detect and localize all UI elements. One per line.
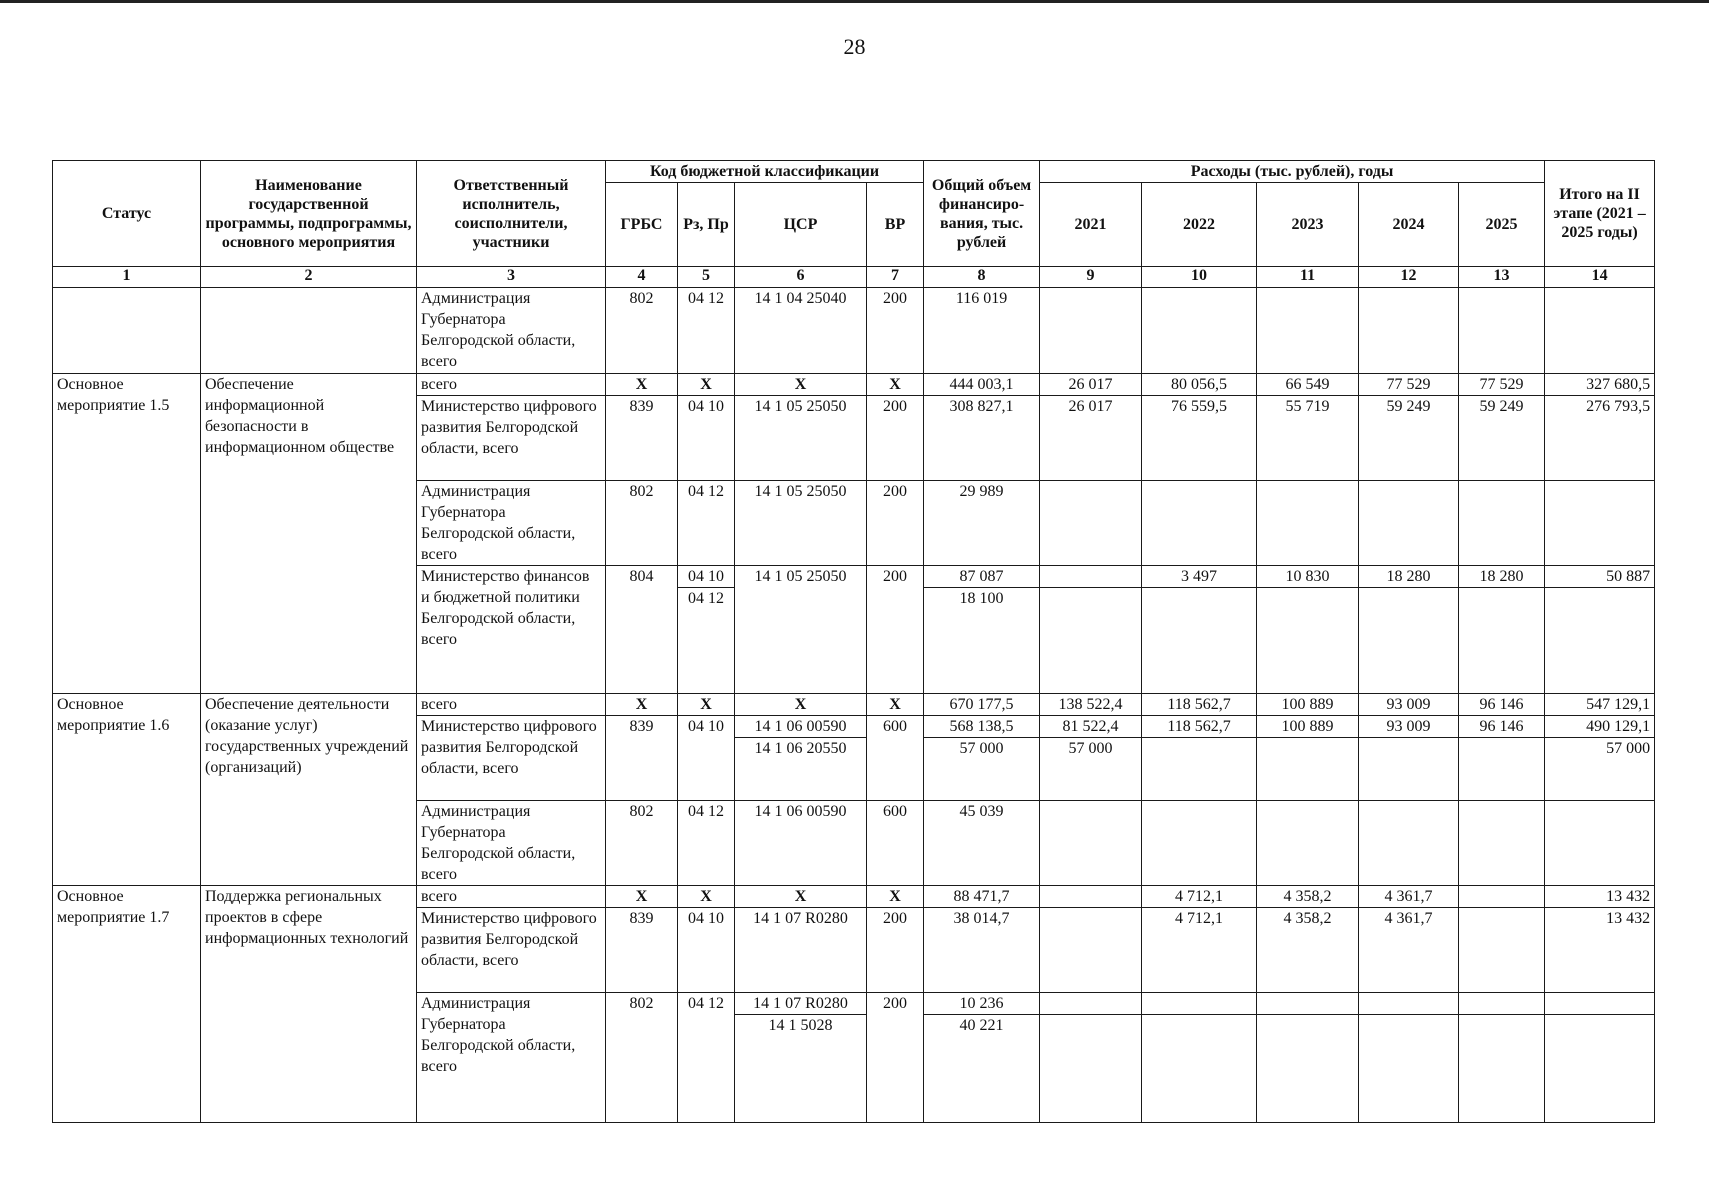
empty-line bbox=[1257, 993, 1358, 1015]
vr-cell: Х bbox=[867, 694, 924, 716]
column-number: 10 bbox=[1142, 267, 1257, 288]
value-cell bbox=[1359, 801, 1459, 886]
header-2021: 2021 bbox=[1040, 183, 1142, 267]
rzpr-cell bbox=[678, 566, 735, 694]
grbs-cell: Х bbox=[606, 374, 678, 396]
value-2022-cell: 4 712,1 bbox=[1142, 886, 1257, 908]
value-cell bbox=[1142, 801, 1257, 886]
value-2022-cell: 76 559,5 bbox=[1142, 396, 1257, 481]
csr-cell: 14 1 04 25040 bbox=[735, 288, 867, 374]
stage-total-cell: 13 432 bbox=[1545, 886, 1655, 908]
rzpr-cell: 04 12 bbox=[678, 801, 735, 886]
grbs-cell: 802 bbox=[606, 993, 678, 1123]
value-2025: 96 146 bbox=[1459, 716, 1544, 738]
value-2024-cell bbox=[1359, 566, 1459, 694]
value-2021-cell bbox=[1040, 886, 1142, 908]
vr-cell: 200 bbox=[867, 396, 924, 481]
value-2025-cell bbox=[1459, 716, 1545, 801]
value-2024-cell: 93 009 bbox=[1359, 694, 1459, 716]
grbs-cell: Х bbox=[606, 886, 678, 908]
value-2022-cell: 80 056,5 bbox=[1142, 374, 1257, 396]
value-2025-cell: 77 529 bbox=[1459, 374, 1545, 396]
rzpr-cell: Х bbox=[678, 694, 735, 716]
value-cell bbox=[1040, 481, 1142, 566]
value-2022-cell bbox=[1142, 566, 1257, 694]
total-cell bbox=[924, 993, 1040, 1123]
value-2025: 18 280 bbox=[1459, 566, 1544, 588]
vr-cell: 600 bbox=[867, 716, 924, 801]
csr-cell: Х bbox=[735, 886, 867, 908]
value-2024-cell: 77 529 bbox=[1359, 374, 1459, 396]
stage-total: 490 129,1 bbox=[1545, 716, 1654, 738]
value-2023-cell: 4 358,2 bbox=[1257, 908, 1359, 993]
vr-cell: 200 bbox=[867, 566, 924, 694]
header-name: Наименование государственной программы, подпрограммы, основного мероприятия bbox=[201, 161, 417, 267]
column-number: 13 bbox=[1459, 267, 1545, 288]
column-number: 3 bbox=[417, 267, 606, 288]
value-cell bbox=[1459, 481, 1545, 566]
value-cell bbox=[1545, 288, 1655, 374]
value-2023-cell bbox=[1257, 993, 1359, 1123]
empty-line bbox=[1359, 993, 1458, 1015]
value-cell bbox=[1545, 481, 1655, 566]
vr-cell: 600 bbox=[867, 801, 924, 886]
total-cell: 444 003,1 bbox=[924, 374, 1040, 396]
csr-value: 14 1 07 R0280 bbox=[735, 993, 866, 1015]
csr-cell: Х bbox=[735, 694, 867, 716]
executor-cell: Администрация Губернатора Белгородской области, всего bbox=[417, 481, 606, 566]
column-number: 5 bbox=[678, 267, 735, 288]
header-2024: 2024 bbox=[1359, 183, 1459, 267]
grbs-cell: 804 bbox=[606, 566, 678, 694]
value-2021-cell bbox=[1040, 993, 1142, 1123]
value-cell bbox=[1359, 288, 1459, 374]
total-value: 568 138,5 bbox=[924, 716, 1039, 738]
column-number: 2 bbox=[201, 267, 417, 288]
header-csr: ЦСР bbox=[735, 183, 867, 267]
grbs-cell: 839 bbox=[606, 396, 678, 481]
total-cell bbox=[924, 566, 1040, 694]
value-2024-cell: 4 361,7 bbox=[1359, 886, 1459, 908]
rzpr-cell: 04 10 bbox=[678, 396, 735, 481]
column-number: 14 bbox=[1545, 267, 1655, 288]
value-2021-cell: 26 017 bbox=[1040, 374, 1142, 396]
column-number: 9 bbox=[1040, 267, 1142, 288]
value-2022: 3 497 bbox=[1142, 566, 1256, 588]
value-cell bbox=[1459, 288, 1545, 374]
value-2023-cell: 66 549 bbox=[1257, 374, 1359, 396]
value-2024-cell bbox=[1359, 716, 1459, 801]
header-executor: Ответственный исполнитель, соисполнители, участники bbox=[417, 161, 606, 267]
empty-line bbox=[1459, 993, 1544, 1015]
executor-cell: всего bbox=[417, 886, 606, 908]
grbs-cell: 839 bbox=[606, 908, 678, 993]
value-cell bbox=[1459, 801, 1545, 886]
value-2023-cell: 100 889 bbox=[1257, 694, 1359, 716]
grbs-cell: 802 bbox=[606, 288, 678, 374]
value-2025-cell bbox=[1459, 886, 1545, 908]
header-stage-total: Итого на II этапе (2021 – 2025 годы) bbox=[1545, 161, 1655, 267]
value-2024: 93 009 bbox=[1359, 716, 1458, 738]
vr-cell: Х bbox=[867, 374, 924, 396]
stage-total: 50 887 bbox=[1545, 566, 1654, 588]
rzpr-value: 04 10 bbox=[678, 566, 734, 588]
value-cell bbox=[1359, 481, 1459, 566]
header-status: Статус bbox=[53, 161, 201, 267]
column-number: 6 bbox=[735, 267, 867, 288]
total-value: 40 221 bbox=[959, 1017, 1004, 1034]
total-cell: 45 039 bbox=[924, 801, 1040, 886]
budget-table bbox=[52, 160, 1655, 1123]
csr-value: 14 1 06 00590 bbox=[735, 716, 866, 738]
column-number: 8 bbox=[924, 267, 1040, 288]
table-row bbox=[53, 374, 1655, 396]
value-2025-cell bbox=[1459, 908, 1545, 993]
value-2024-cell: 4 361,7 bbox=[1359, 908, 1459, 993]
stage-total-cell: 327 680,5 bbox=[1545, 374, 1655, 396]
csr-cell: 14 1 07 R0280 bbox=[735, 908, 867, 993]
total-value: 57 000 bbox=[959, 740, 1004, 757]
executor-cell: Министерство финансов и бюджетной политики Белгородской области, всего bbox=[417, 566, 606, 694]
value-2023-cell bbox=[1257, 716, 1359, 801]
grbs-cell: 802 bbox=[606, 801, 678, 886]
rzpr-cell: 04 12 bbox=[678, 481, 735, 566]
name-cell: Обеспечение информационной безопасности в информационном обществе bbox=[201, 374, 417, 694]
value-cell bbox=[1257, 801, 1359, 886]
total-cell: 308 827,1 bbox=[924, 396, 1040, 481]
grbs-cell: Х bbox=[606, 694, 678, 716]
empty-line bbox=[1142, 993, 1256, 1015]
csr-cell: 14 1 06 00590 bbox=[735, 801, 867, 886]
stage-total-cell: 13 432 bbox=[1545, 908, 1655, 993]
column-number: 11 bbox=[1257, 267, 1359, 288]
rzpr-cell: Х bbox=[678, 886, 735, 908]
header-budget-code: Код бюджетной классификации bbox=[606, 161, 924, 183]
total-cell: 88 471,7 bbox=[924, 886, 1040, 908]
total-value: 87 087 bbox=[924, 566, 1039, 588]
value-2021-cell bbox=[1040, 566, 1142, 694]
rzpr-cell: 04 12 bbox=[678, 993, 735, 1123]
name-cell: Поддержка региональных проектов в сфере информационных технологий bbox=[201, 886, 417, 1123]
total-cell: 670 177,5 bbox=[924, 694, 1040, 716]
value-cell bbox=[1040, 288, 1142, 374]
value-2023-cell: 55 719 bbox=[1257, 396, 1359, 481]
status-cell: Основное мероприятие 1.5 bbox=[53, 374, 201, 694]
grbs-cell: 802 bbox=[606, 481, 678, 566]
value-2024: 18 280 bbox=[1359, 566, 1458, 588]
value-2021-cell bbox=[1040, 716, 1142, 801]
vr-cell: 200 bbox=[867, 481, 924, 566]
value-2021-cell bbox=[1040, 908, 1142, 993]
value-2025-cell: 59 249 bbox=[1459, 396, 1545, 481]
value-cell bbox=[1040, 801, 1142, 886]
rzpr-cell: 04 10 bbox=[678, 908, 735, 993]
executor-cell: всего bbox=[417, 694, 606, 716]
value-2025-cell: 96 146 bbox=[1459, 694, 1545, 716]
total-cell: 116 019 bbox=[924, 288, 1040, 374]
table-row bbox=[53, 886, 1655, 908]
header-2022: 2022 bbox=[1142, 183, 1257, 267]
empty-line bbox=[1040, 993, 1141, 1015]
csr-value: 14 1 06 20550 bbox=[754, 740, 847, 757]
csr-cell: 14 1 05 25050 bbox=[735, 566, 867, 694]
value-2021: 57 000 bbox=[1068, 740, 1113, 757]
vr-cell: Х bbox=[867, 886, 924, 908]
value-2023-cell bbox=[1257, 566, 1359, 694]
table-row bbox=[53, 694, 1655, 716]
value-2021: 81 522,4 bbox=[1040, 716, 1141, 738]
value-cell bbox=[1545, 801, 1655, 886]
csr-cell: 14 1 05 25050 bbox=[735, 396, 867, 481]
grbs-cell: 839 bbox=[606, 716, 678, 801]
column-number-row bbox=[53, 267, 1655, 288]
stage-total: 57 000 bbox=[1606, 740, 1651, 757]
value-cell bbox=[1142, 288, 1257, 374]
value-2023: 10 830 bbox=[1257, 566, 1358, 588]
total-value: 10 236 bbox=[924, 993, 1039, 1015]
executor-cell: Администрация Губернатора Белгородской области, всего bbox=[417, 993, 606, 1123]
column-number: 7 bbox=[867, 267, 924, 288]
total-cell: 29 989 bbox=[924, 481, 1040, 566]
table-row bbox=[53, 288, 1655, 374]
status-cell: Основное мероприятие 1.6 bbox=[53, 694, 201, 886]
column-number: 12 bbox=[1359, 267, 1459, 288]
value-2021-cell: 138 522,4 bbox=[1040, 694, 1142, 716]
header-2023: 2023 bbox=[1257, 183, 1359, 267]
csr-cell: Х bbox=[735, 374, 867, 396]
value-2024-cell: 59 249 bbox=[1359, 396, 1459, 481]
rzpr-cell: Х bbox=[678, 374, 735, 396]
value-2021-cell: 26 017 bbox=[1040, 396, 1142, 481]
executor-cell: Министерство цифрового развития Белгородской области, всего bbox=[417, 716, 606, 801]
name-cell bbox=[201, 288, 417, 374]
rzpr-cell: 04 10 bbox=[678, 716, 735, 801]
value-cell bbox=[1257, 288, 1359, 374]
total-cell bbox=[924, 716, 1040, 801]
value-cell bbox=[1142, 481, 1257, 566]
header-total-volume: Общий объем финансиро-вания, тыс. рублей bbox=[924, 161, 1040, 267]
value-2025-cell bbox=[1459, 566, 1545, 694]
header-expenses: Расходы (тыс. рублей), годы bbox=[1040, 161, 1545, 183]
value-2025-cell bbox=[1459, 993, 1545, 1123]
stage-total-cell bbox=[1545, 716, 1655, 801]
vr-cell: 200 bbox=[867, 993, 924, 1123]
executor-cell: всего bbox=[417, 374, 606, 396]
status-cell: Основное мероприятие 1.7 bbox=[53, 886, 201, 1123]
total-value: 18 100 bbox=[959, 590, 1004, 607]
stage-total-cell: 547 129,1 bbox=[1545, 694, 1655, 716]
csr-value: 14 1 5028 bbox=[768, 1017, 833, 1034]
stage-total-cell bbox=[1545, 993, 1655, 1123]
vr-cell: 200 bbox=[867, 908, 924, 993]
executor-cell: Администрация Губернатора Белгородской области, всего bbox=[417, 288, 606, 374]
value-2023-cell: 4 358,2 bbox=[1257, 886, 1359, 908]
executor-cell: Администрация Губернатора Белгородской области, всего bbox=[417, 801, 606, 886]
value-2022-cell bbox=[1142, 716, 1257, 801]
executor-cell: Министерство цифрового развития Белгородской области, всего bbox=[417, 908, 606, 993]
status-cell bbox=[53, 288, 201, 374]
csr-cell bbox=[735, 716, 867, 801]
column-number: 1 bbox=[53, 267, 201, 288]
stage-total-cell: 276 793,5 bbox=[1545, 396, 1655, 481]
value-2022-cell: 118 562,7 bbox=[1142, 694, 1257, 716]
value-cell bbox=[1257, 481, 1359, 566]
header-2025: 2025 bbox=[1459, 183, 1545, 267]
scan-edge bbox=[0, 0, 1709, 3]
total-cell: 38 014,7 bbox=[924, 908, 1040, 993]
csr-cell: 14 1 05 25050 bbox=[735, 481, 867, 566]
header-vr: ВР bbox=[867, 183, 924, 267]
header-grbs: ГРБС bbox=[606, 183, 678, 267]
executor-cell: Министерство цифрового развития Белгородской области, всего bbox=[417, 396, 606, 481]
value-2022-cell: 4 712,1 bbox=[1142, 908, 1257, 993]
rzpr-value: 04 12 bbox=[688, 590, 724, 607]
stage-total-cell bbox=[1545, 566, 1655, 694]
rzpr-cell: 04 12 bbox=[678, 288, 735, 374]
empty-line bbox=[1545, 993, 1654, 1015]
csr-cell bbox=[735, 993, 867, 1123]
header-rzpr: Рз, Пр bbox=[678, 183, 735, 267]
column-number: 4 bbox=[606, 267, 678, 288]
vr-cell: 200 bbox=[867, 288, 924, 374]
empty-line bbox=[1040, 566, 1141, 588]
value-2024-cell bbox=[1359, 993, 1459, 1123]
value-2022: 118 562,7 bbox=[1142, 716, 1256, 738]
value-2023: 100 889 bbox=[1257, 716, 1358, 738]
page-number: 28 bbox=[843, 34, 866, 59]
value-2022-cell bbox=[1142, 993, 1257, 1123]
name-cell: Обеспечение деятельности (оказание услуг) государственных учреждений (организаций) bbox=[201, 694, 417, 886]
